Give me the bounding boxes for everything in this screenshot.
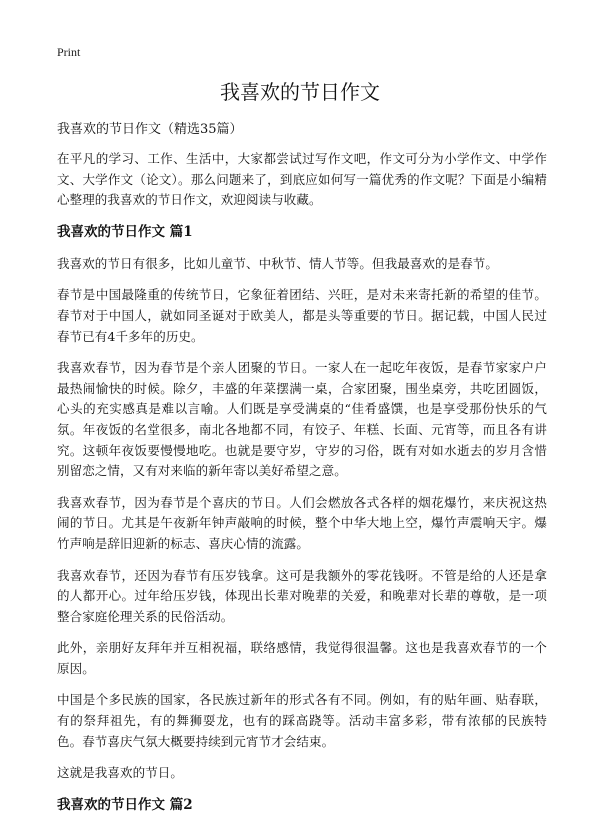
paragraph: 这就是我喜欢的节日。 [57,765,184,781]
intro-paragraph: 在平凡的学习、工作、生活中，大家都尝试过写作文吧，作文可分为小学作文、中学作文、大学作文（论文）。那么问题来了，到底应如何写一篇优秀的作文呢？下面是小编精心整理的我喜欢的节日作文，欢迎阅读与收藏。 [57,151,547,208]
paragraph: 我喜欢春节，因为春节是个亲人团聚的节日。一家人在一起吃年夜饭，是春节家家户户最热闹愉快的时候。除夕，丰盛的年菜摆满一桌，合家团聚，围坐桌旁，共吃团圆饭，心头的充实感真是难以言喻。人们既是享受满桌的“佳肴盛馔，也是享受那份快乐的气氛。年夜饭的名堂很多，南北各地都不同，有饺子、年糕、长面、元宵等，而且各有讲究。这顿年夜饭要慢慢地吃。也就是要守岁，守岁的习俗，既有对如水逝去的岁月含惜别留恋之情，又有对来临的新年寄以美好希望之意。 [57,360,547,479]
paragraph: 我喜欢春节，还因为春节有压岁钱拿。这可是我额外的零花钱呀。不管是给的人还是拿的人都开心。过年给压岁钱，体现出长辈对晚辈的关爱，和晚辈对长辈的尊敬，是一项整合家庭伦理关系的民俗活动。 [57,567,547,624]
document-title: 我喜欢的节日作文 [220,80,380,104]
print-link[interactable]: Print [57,45,81,59]
paragraph: 我喜欢春节，因为春节是个喜庆的节日。人们会燃放各式各样的烟花爆竹，来庆祝这热闹的节日。尤其是午夜新年钟声敲响的时候，整个中华大地上空，爆竹声震响天宇。爆竹声响是辞旧迎新的标志、喜庆心情的流露。 [57,494,547,551]
paragraph: 春节是中国最隆重的传统节日，它象征着团结、兴旺，是对未来寄托新的希望的佳节。春节对于中国人，就如同圣诞对于欧美人，都是头等重要的节日。据记载，中国人民过春节已有4千多年的历史。 [57,287,547,344]
section-heading-2: 我喜欢的节日作文 篇2 [57,796,193,813]
paragraph: 此外，亲朋好友拜年并互相祝福，联络感情，我觉得很温馨。这也是我喜欢春节的一个原因。 [57,640,547,676]
paragraph: 我喜欢的节日有很多，比如儿童节、中秋节、情人节等。但我最喜欢的是春节。 [57,255,499,271]
document-body [57,149,547,827]
paragraph: 中国是个多民族的国家，各民族过新年的形式各有不同。例如，有的贴年画、贴春联，有的祭拜祖先，有的舞狮耍龙，也有的踩高跷等。活动丰富多彩，带有浓郁的民族特色。春节喜庆气氛大概要持续到元宵节才会结束。 [57,692,547,749]
section-heading-1: 我喜欢的节日作文 篇1 [57,223,193,240]
document-subtitle: 我喜欢的节日作文（精选35篇） [57,122,243,137]
